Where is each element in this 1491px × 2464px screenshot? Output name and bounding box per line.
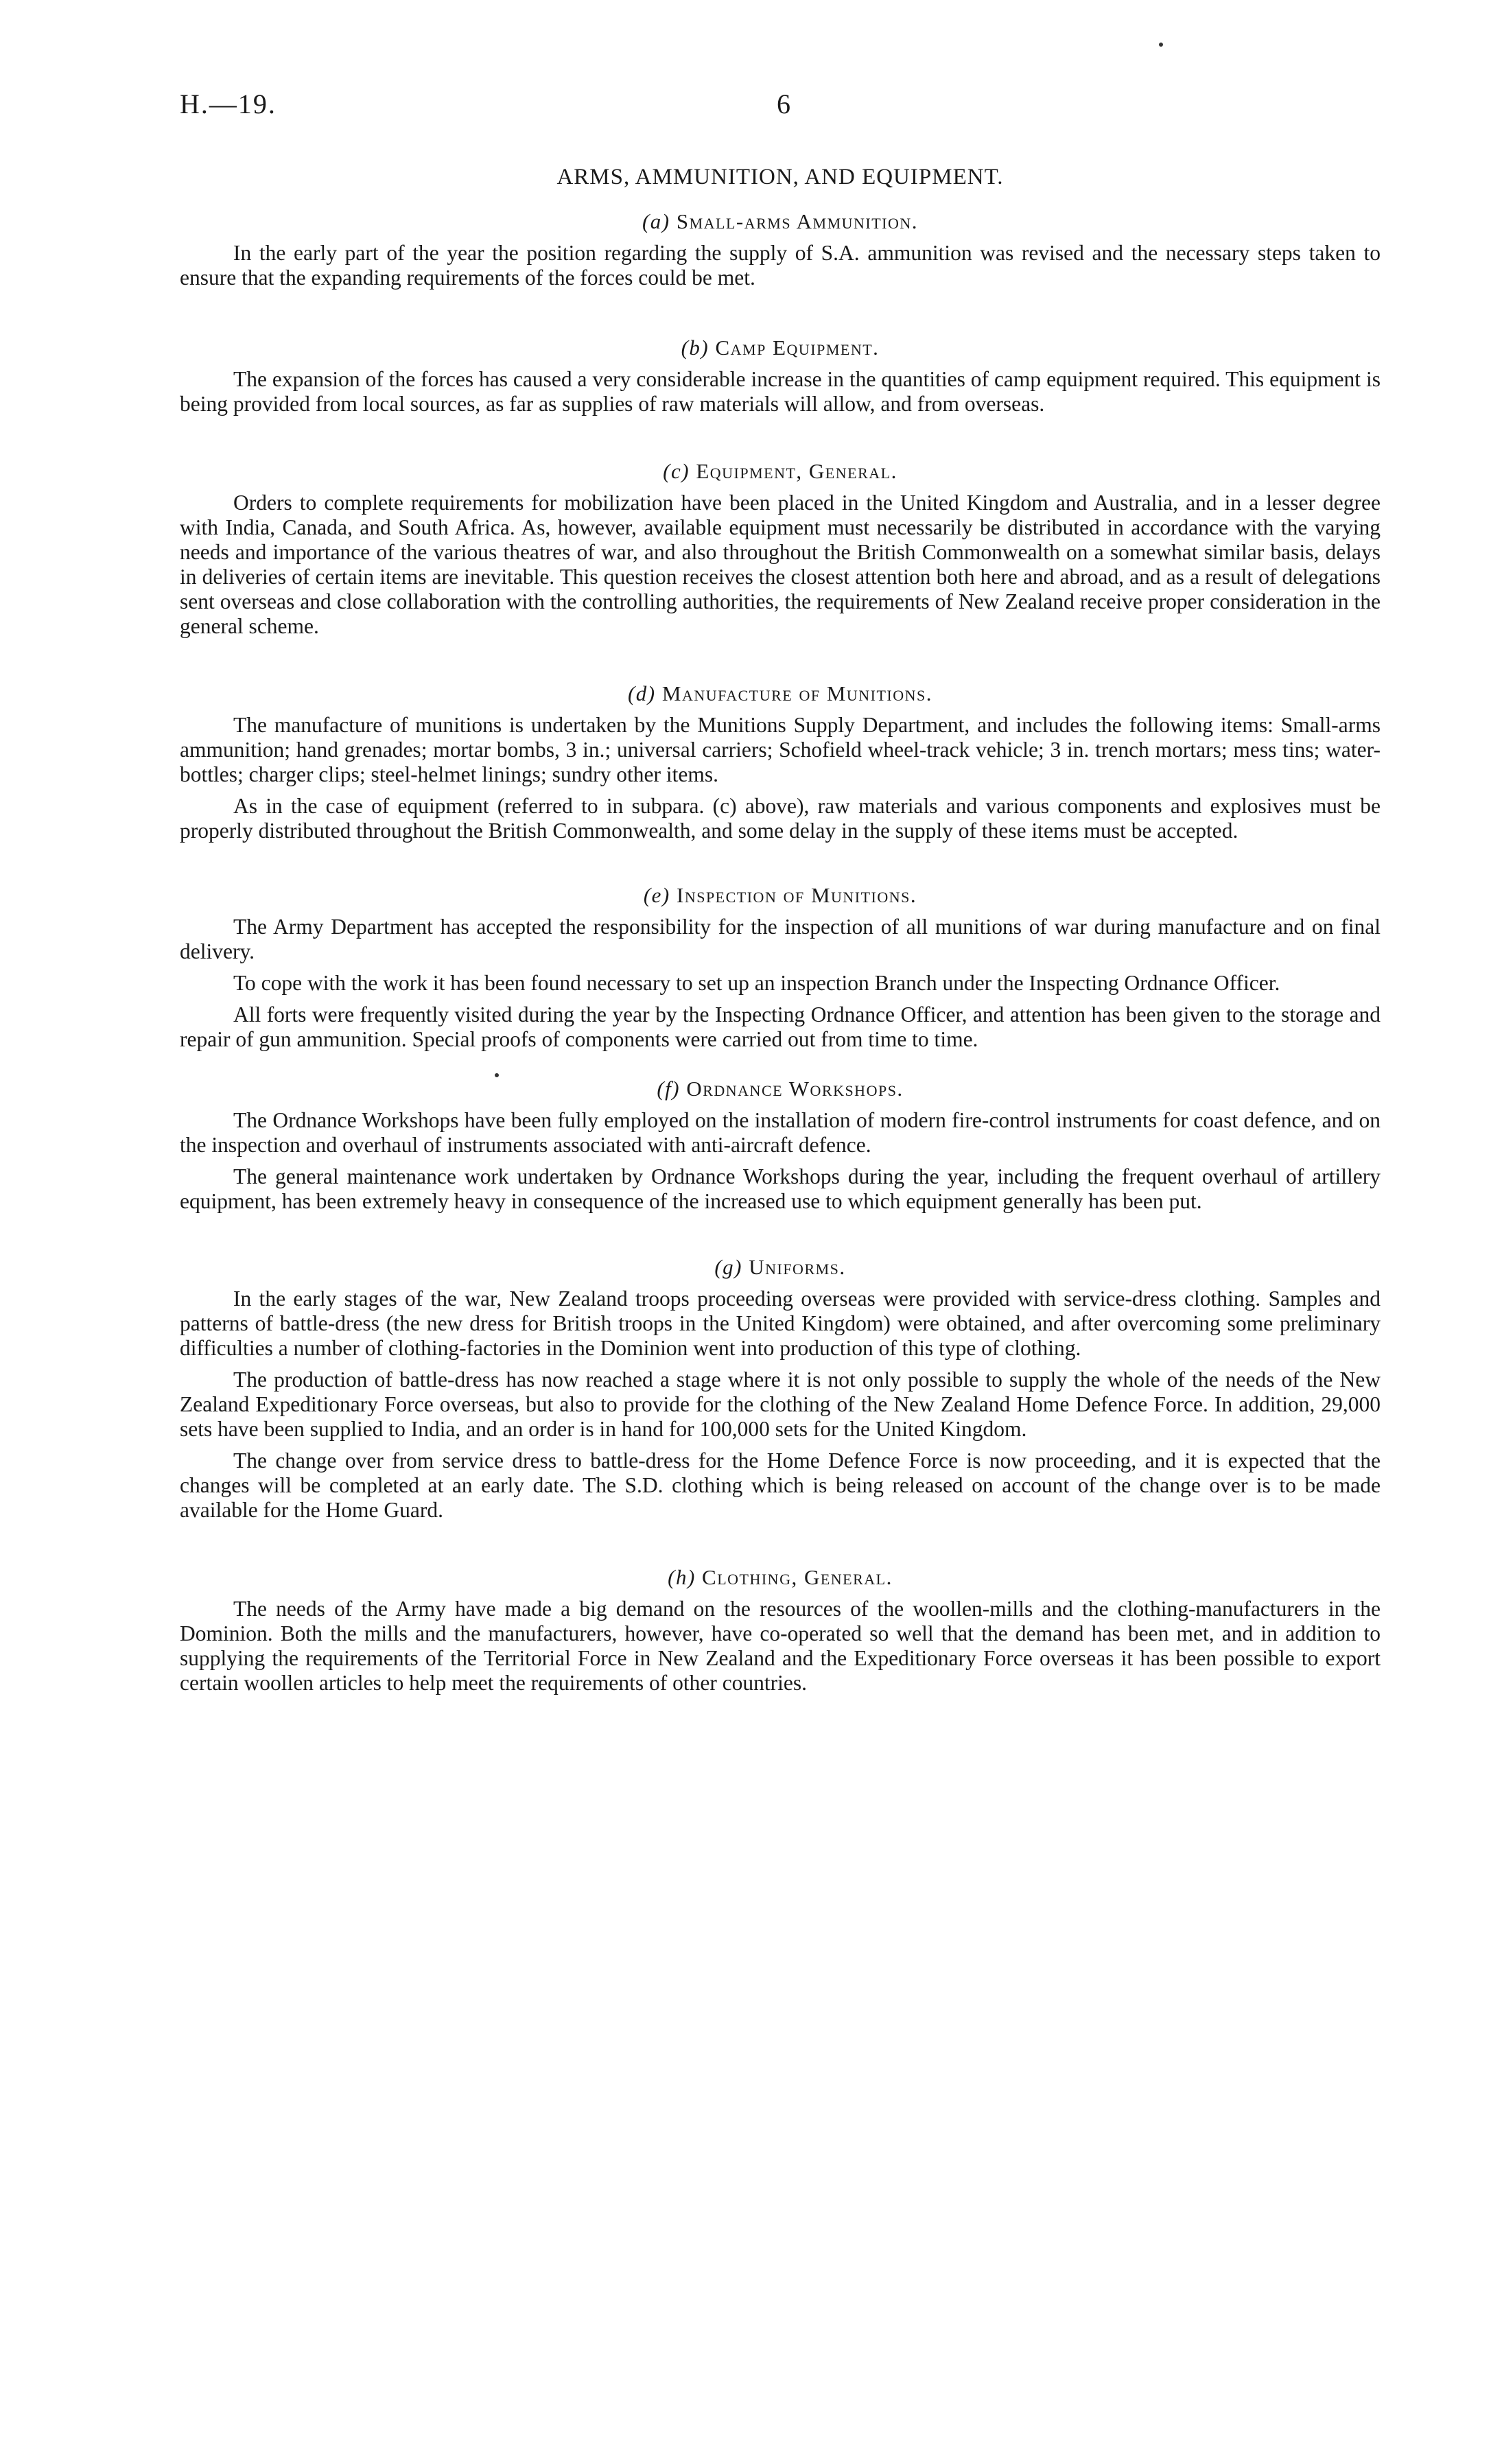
section-heading [180, 1255, 1381, 1280]
paragraph: The Army Department has accepted the responsibility for the inspection of all munitions of war during manufacture and on final delivery. [180, 915, 1381, 963]
paragraph: In the early stages of the war, New Zealand troops proceeding overseas were provided with service-dress clothing. Samples and patterns of battle-dress (the new dress for British troops in the United Kingdom) were obtained, and after overcoming some preliminary difficulties a number of clothing-factories in the Dominion went into production of this type of clothing. [180, 1287, 1381, 1360]
section-manufacture-of-munitions [180, 681, 1381, 843]
paragraph: As in the case of equipment (referred to in subpara. (c) above), raw materials and various components and explosives must be properly distributed throughout the British Commonwealth, and some delay in the supply of these items must be accepted. [180, 794, 1381, 843]
section-heading [180, 336, 1381, 360]
paragraph: To cope with the work it has been found necessary to set up an inspection Branch under the Inspecting Ordnance Officer. [233, 971, 1280, 995]
paragraph: The needs of the Army have made a big demand on the resources of the woollen-mills and the clothing-manufacturers in the Dominion. Both the mills and the manufacturers, however, have co-operated so well that the demand has been met, and in addition to supplying the requirements of the Territorial Force in New Zealand and the Expeditionary Force overseas it has been possible to export certain woollen articles to help meet the requirements of other countries. [180, 1597, 1381, 1695]
page-title: ARMS, AMMUNITION, AND EQUIPMENT. [556, 165, 1004, 189]
section-clothing-general [180, 1565, 1381, 1696]
section-heading [180, 1077, 1381, 1101]
section-title: Ordnance Workshops. [686, 1077, 904, 1101]
section-title: Small-arms Ammunition. [676, 209, 919, 233]
section-small-arms-ammunition [180, 209, 1381, 290]
section-heading [180, 459, 1381, 484]
section-heading [180, 883, 1381, 908]
paragraph: In the early part of the year the position regarding the supply of S.A. ammunition was revised and the necessary steps taken to ensure that the expanding requirements of the forces could be met. [180, 241, 1381, 290]
section-title: Manufacture of Munitions. [661, 681, 933, 705]
section-heading [180, 681, 1381, 706]
paragraph: The general maintenance work undertaken by Ordnance Workshops during the year, including the frequent overhaul of artillery equipment, has been extremely heavy in consequence of the increased use to which equipment generally has been put. [180, 1164, 1381, 1213]
page-number: 6 [777, 89, 790, 119]
paragraph: The production of battle-dress has now reached a stage where it is not only possible to supply the whole of the needs of the New Zealand Expeditionary Force overseas, but also to provide for the clothing of the New Zealand Home Defence Force. In addition, 29,000 sets have been supplied to India, and an order is in hand for 100,000 sets for the United Kingdom. [180, 1368, 1381, 1441]
section-title: Camp Equipment. [715, 336, 880, 360]
section-title: Inspection of Munitions. [677, 883, 917, 907]
document-reference: H.—19. [180, 89, 277, 119]
document-body [180, 165, 1381, 1702]
section-equipment-general [180, 459, 1381, 639]
section-letter: (a) [642, 209, 670, 233]
paragraph: All forts were frequently visited during the year by the Inspecting Ordnance Officer, and attention has been given to the storage and repair of gun ammunition. Special proofs of components were carried out from time to time. [180, 1002, 1381, 1051]
paragraph: The manufacture of munitions is undertaken by the Munitions Supply Department, and includes the following items: Small-arms ammunition; hand grenades; mortar bombs, 3 in.; universal carriers; Schofield wheel-track vehicle; 3 in. trench mortars; mess tins; water-bottles; charger clips; steel-helmet linings; sundry other items. [180, 713, 1381, 786]
section-title: Uniforms. [749, 1255, 846, 1279]
paragraph: The change over from service dress to battle-dress for the Home Defence Force is now proceeding, and it is expected that the changes will be completed at an early date. The S.D. clothing which is being released on account of the change over is to be made available for the Home Guard. [180, 1448, 1381, 1522]
section-letter: (h) [668, 1565, 696, 1589]
section-uniforms [180, 1255, 1381, 1523]
section-ordnance-workshops [180, 1077, 1381, 1214]
running-head [180, 88, 1381, 122]
section-letter: (c) [663, 459, 690, 483]
section-letter: (g) [714, 1255, 742, 1279]
paragraph: Orders to complete requirements for mobilization have been placed in the United Kingdom and Australia, and in a lesser degree with India, Canada, and South Africa. As, however, available equipment must necessarily be distributed in accordance with the varying needs and importance of the various theatres of war, and also throughout the British Commonwealth on a somewhat similar basis, delays in deliveries of certain items are inevitable. This question receives the closest attention both here and abroad, and as a result of delegations sent overseas and close collaboration with the controlling authorities, the requirements of New Zealand receive proper consideration in the general scheme. [180, 491, 1381, 638]
section-heading [180, 209, 1381, 234]
section-letter: (f) [657, 1077, 681, 1101]
section-camp-equipment [180, 336, 1381, 416]
section-letter: (d) [627, 681, 656, 705]
section-heading [180, 1565, 1381, 1590]
section-title: Clothing, General. [702, 1565, 893, 1589]
section-letter: (b) [681, 336, 709, 360]
ink-speck [1159, 43, 1163, 47]
section-inspection-of-munitions [180, 883, 1381, 1052]
paragraph: The expansion of the forces has caused a very considerable increase in the quantities of camp equipment required. This equipment is being provided from local sources, as far as supplies of raw materials will allow, and from overseas. [180, 367, 1381, 416]
paragraph: The Ordnance Workshops have been fully employed on the installation of modern fire-control instruments for coast defence, and on the inspection and overhaul of instruments associated with anti-aircraft defence. [180, 1108, 1381, 1157]
section-title: Equipment, General. [696, 459, 897, 483]
section-letter: (e) [643, 883, 670, 907]
